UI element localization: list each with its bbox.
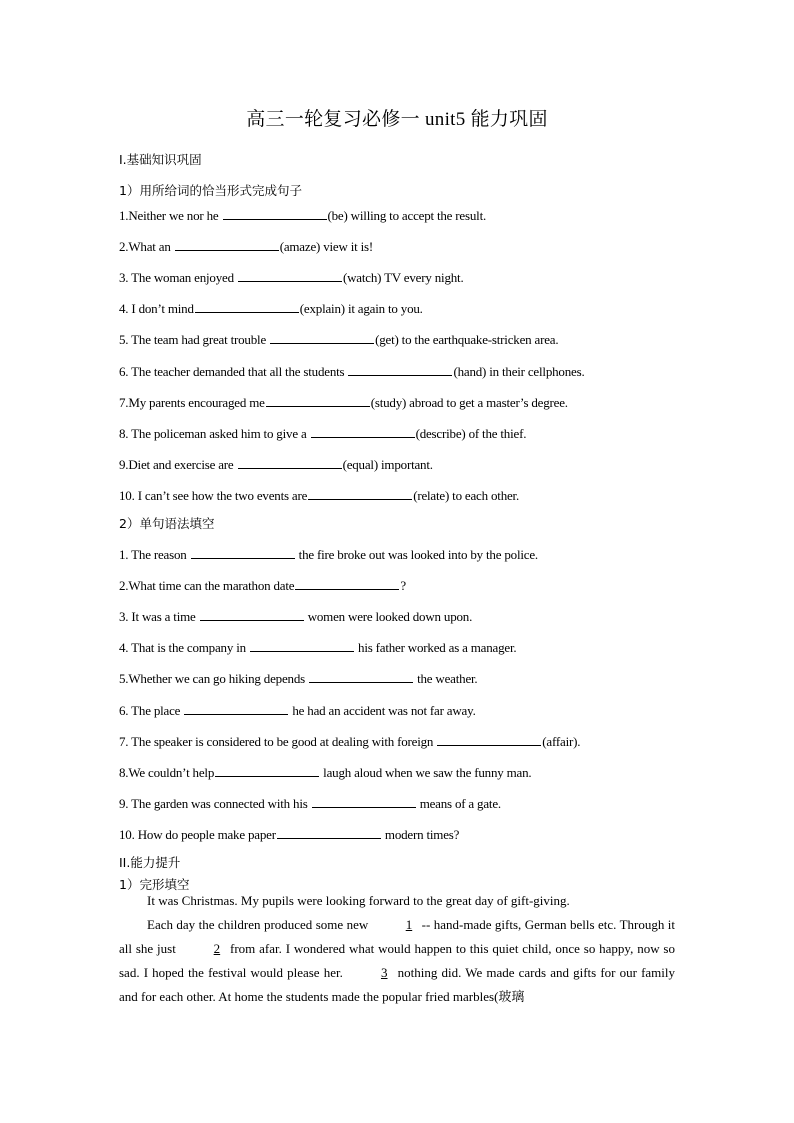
- exercise-item: [119, 796, 501, 812]
- exercise-item: [119, 734, 580, 750]
- exercise-text: (watch) TV every night.: [342, 270, 464, 286]
- exercise-item: [119, 765, 531, 781]
- exercise-text: 7.My parents encouraged me: [119, 394, 265, 410]
- answer-blank[interactable]: [223, 208, 327, 220]
- exercise-item: [119, 578, 406, 594]
- exercise-text: 4. That is the company in: [119, 640, 249, 656]
- answer-blank[interactable]: [175, 239, 279, 251]
- exercise-text: (explain) it again to you.: [299, 301, 423, 317]
- exercise-text: 2.What time can the marathon date: [119, 578, 295, 594]
- part-1-heading: 1）用所给词的恰当形式完成句子: [119, 183, 302, 198]
- answer-blank[interactable]: [195, 301, 299, 313]
- exercise-item: [119, 609, 472, 625]
- cloze-blank-2[interactable]: 2: [213, 941, 221, 956]
- exercise-item: [119, 827, 459, 843]
- answer-blank[interactable]: [309, 671, 413, 683]
- exercise-item: [119, 547, 538, 563]
- exercise-text: 6. The place: [119, 702, 184, 718]
- answer-blank[interactable]: [191, 547, 295, 559]
- exercise-text: women were looked down upon.: [304, 609, 473, 625]
- exercise-item: [119, 364, 585, 380]
- exercise-text: (affair).: [542, 733, 581, 749]
- exercise-text: 6. The teacher demanded that all the students: [119, 363, 348, 379]
- answer-blank[interactable]: [311, 426, 415, 438]
- cloze-text: Each day the children produced some new: [147, 917, 372, 932]
- exercise-text: (study) abroad to get a master’s degree.: [370, 394, 568, 410]
- exercise-text: 5.Whether we can go hiking depends: [119, 671, 309, 687]
- cloze-heading: 1）完形填空: [119, 877, 190, 892]
- exercise-item: [119, 703, 476, 719]
- answer-blank[interactable]: [308, 488, 412, 500]
- exercise-text: 4. I don’t mind: [119, 301, 194, 317]
- exercise-text: 8.We couldn’t help: [119, 764, 215, 780]
- exercise-text: 7. The speaker is considered to be good at dealing with foreign: [119, 733, 437, 749]
- exercise-text: 2.What an: [119, 239, 174, 255]
- exercise-text: (amaze) view it is!: [279, 239, 373, 255]
- exercise-text: ?: [400, 578, 406, 594]
- exercise-text: (be) willing to accept the result.: [327, 208, 487, 223]
- exercise-text: 3. The woman enjoyed: [119, 270, 237, 286]
- cloze-passage: [119, 889, 675, 1009]
- exercise-text: 1.Neither we nor he: [119, 208, 222, 223]
- section-1-heading: Ⅰ.基础知识巩固: [119, 152, 202, 167]
- exercise-text: (equal) important.: [342, 456, 433, 472]
- answer-blank[interactable]: [184, 703, 288, 715]
- exercise-text: 10. How do people make paper: [119, 826, 276, 842]
- exercise-item: [119, 640, 516, 656]
- exercise-item: [119, 270, 464, 286]
- exercise-item: [119, 671, 478, 687]
- cloze-text: from afar. I wondered what would happen to this quiet child, once so happy, now so sad. I hoped the festival would please her.: [119, 941, 675, 980]
- cloze-blank-1[interactable]: 1: [405, 917, 413, 932]
- exercise-text: 9. The garden was connected with his: [119, 795, 311, 811]
- exercise-text: the weather.: [414, 671, 478, 687]
- exercise-item: [119, 208, 486, 224]
- cloze-paragraph-2: [119, 913, 675, 1009]
- exercise-text: 5. The team had great trouble: [119, 332, 270, 348]
- answer-blank[interactable]: [238, 457, 342, 469]
- exercise-text: the fire broke out was looked into by the police.: [295, 547, 538, 562]
- exercise-text: laugh aloud when we saw the funny man.: [320, 764, 532, 780]
- answer-blank[interactable]: [270, 332, 374, 344]
- exercise-item: [119, 239, 373, 255]
- part-2-heading: 2）单句语法填空: [119, 516, 215, 531]
- exercise-text: 10. I can’t see how the two events are: [119, 487, 308, 503]
- exercise-text: means of a gate.: [416, 795, 501, 811]
- exercise-text: (relate) to each other.: [413, 487, 520, 503]
- page-title: 高三一轮复习必修一 unit5 能力巩固: [246, 109, 548, 130]
- answer-blank[interactable]: [277, 827, 381, 839]
- exercise-text: his father worked as a manager.: [354, 640, 517, 656]
- exercise-text: he had an accident was not far away.: [289, 702, 476, 718]
- exercise-text: 9.Diet and exercise are: [119, 456, 237, 472]
- exercise-item: [119, 488, 519, 504]
- exercise-item: [119, 395, 568, 411]
- cloze-paragraph-1: It was Christmas. My pupils were looking forward to the great day of gift-giving.: [147, 893, 570, 908]
- answer-blank[interactable]: [437, 734, 541, 746]
- exercise-text: 8. The policeman asked him to give a: [119, 425, 310, 441]
- answer-blank[interactable]: [266, 395, 370, 407]
- answer-blank[interactable]: [215, 765, 319, 777]
- exercise-text: (hand) in their cellphones.: [453, 363, 585, 379]
- exercise-text: 1. The reason: [119, 547, 190, 562]
- answer-blank[interactable]: [295, 578, 399, 590]
- section-2-heading: II.能力提升: [119, 855, 181, 870]
- cloze-text: nothing did. We made cards and gifts for our family and for each other. At home the students made the popular fried marbles(玻璃: [119, 965, 676, 1004]
- exercise-text: modern times?: [381, 826, 460, 842]
- exercise-item: [119, 457, 433, 473]
- answer-blank[interactable]: [250, 640, 354, 652]
- cloze-blank-3[interactable]: 3: [380, 965, 388, 980]
- answer-blank[interactable]: [312, 796, 416, 808]
- exercise-item: [119, 301, 423, 317]
- exercise-text: (get) to the earthquake-stricken area.: [375, 332, 559, 348]
- answer-blank[interactable]: [348, 364, 452, 376]
- cloze-text: -- hand-made gifts, German bells etc. Through it all she just: [119, 917, 675, 956]
- exercise-item: [119, 426, 526, 442]
- exercise-text: (describe) of the thief.: [415, 425, 527, 441]
- answer-blank[interactable]: [200, 609, 304, 621]
- answer-blank[interactable]: [238, 270, 342, 282]
- exercise-text: 3. It was a time: [119, 609, 199, 625]
- exercise-item: [119, 332, 558, 348]
